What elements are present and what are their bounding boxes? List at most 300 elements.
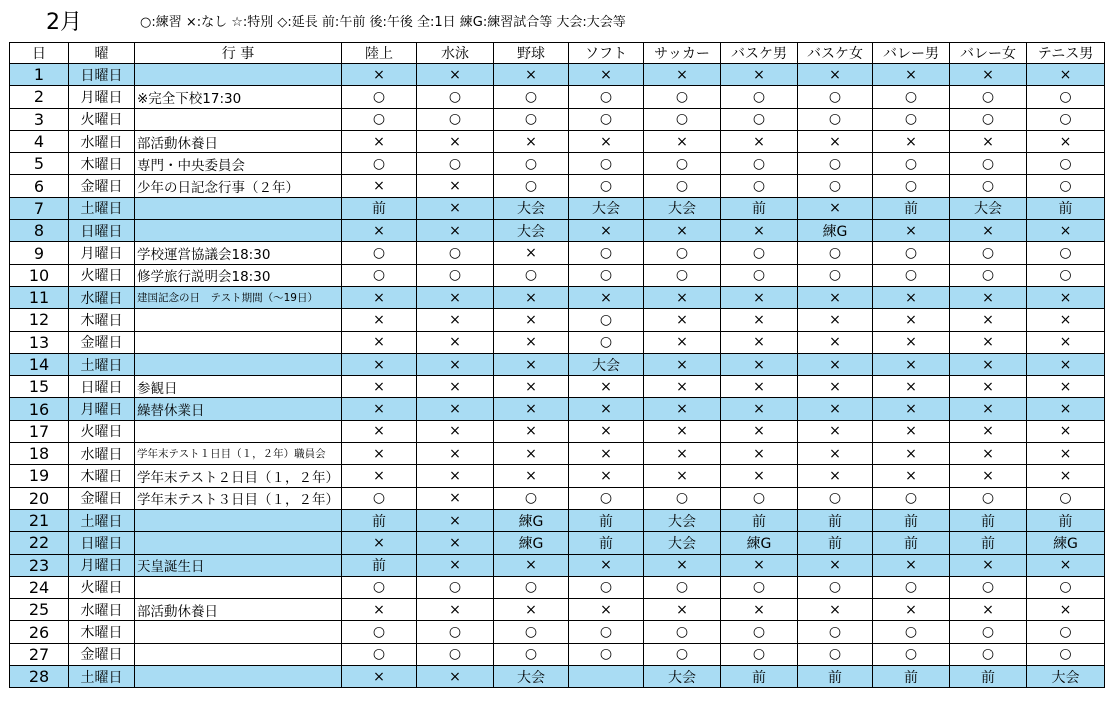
status-cell: × [417,175,494,197]
event-cell: 繰替休業日 [135,398,342,420]
status-cell: 前 [1027,197,1105,219]
status-cell: 前 [342,554,417,576]
event-cell [135,353,342,375]
status-cell: 練G [798,220,873,242]
status-cell: ○ [417,242,494,264]
column-header: 野球 [494,43,569,64]
status-cell: ○ [494,621,569,643]
status-cell: 前 [569,532,644,554]
day-cell: 19 [10,465,69,487]
day-cell: 1 [10,64,69,86]
status-cell: × [721,130,798,152]
day-cell: 15 [10,376,69,398]
status-cell: ○ [721,487,798,509]
status-cell: 大会 [950,197,1027,219]
status-cell: ○ [950,487,1027,509]
table-row [10,86,1105,108]
status-cell: × [342,353,417,375]
status-cell: ○ [644,86,721,108]
day-cell: 11 [10,286,69,308]
status-cell: ○ [798,175,873,197]
status-cell: × [1027,554,1105,576]
status-cell: × [873,353,950,375]
status-cell: ○ [417,576,494,598]
column-header: バレー女 [950,43,1027,64]
status-cell: × [798,554,873,576]
legend: ○:練習 ×:なし ☆:特別 ◇:延長 前:午前 後:午後 全:1日 練G:練習試合等 大会:大会等 [140,15,626,30]
status-cell: × [342,130,417,152]
status-cell: ○ [417,621,494,643]
status-cell: ○ [494,264,569,286]
weekday-cell: 木曜日 [69,621,135,643]
column-header: バスケ男 [721,43,798,64]
status-cell: × [1027,398,1105,420]
table-row [10,532,1105,554]
status-cell: ○ [721,621,798,643]
status-cell: ○ [950,153,1027,175]
status-cell: × [569,286,644,308]
table-row [10,64,1105,86]
event-cell [135,621,342,643]
status-cell: × [569,443,644,465]
status-cell: ○ [1027,86,1105,108]
status-cell: × [873,309,950,331]
status-cell: × [798,331,873,353]
status-cell: × [873,130,950,152]
status-cell: × [1027,376,1105,398]
table-row [10,175,1105,197]
weekday-cell: 日曜日 [69,532,135,554]
status-cell: ○ [798,153,873,175]
status-cell: ○ [569,264,644,286]
status-cell: ○ [494,86,569,108]
status-cell: ○ [644,621,721,643]
status-cell: × [569,420,644,442]
table-row [10,108,1105,130]
weekday-cell: 日曜日 [69,376,135,398]
status-cell: × [417,443,494,465]
status-cell: 前 [950,666,1027,688]
weekday-cell: 木曜日 [69,465,135,487]
status-cell: × [342,220,417,242]
event-cell [135,220,342,242]
status-cell: ○ [950,576,1027,598]
table-row [10,599,1105,621]
status-cell: ○ [1027,576,1105,598]
day-cell: 22 [10,532,69,554]
status-cell: × [950,286,1027,308]
status-cell: ○ [1027,487,1105,509]
status-cell: × [342,599,417,621]
weekday-cell: 月曜日 [69,242,135,264]
status-cell: × [1027,286,1105,308]
status-cell: × [569,64,644,86]
status-cell: × [417,64,494,86]
event-cell [135,532,342,554]
status-cell: ○ [873,153,950,175]
status-cell: × [417,309,494,331]
day-cell: 4 [10,130,69,152]
day-cell: 25 [10,599,69,621]
weekday-cell: 水曜日 [69,599,135,621]
weekday-cell: 水曜日 [69,286,135,308]
status-cell: ○ [1027,264,1105,286]
status-cell: ○ [569,621,644,643]
status-cell: × [721,353,798,375]
event-cell [135,643,342,665]
status-cell: × [873,554,950,576]
status-cell: ○ [494,108,569,130]
status-cell: × [950,220,1027,242]
status-cell: × [873,398,950,420]
day-cell: 21 [10,509,69,531]
status-cell: ○ [644,643,721,665]
status-cell: × [873,286,950,308]
status-cell: 前 [569,509,644,531]
status-cell: ○ [721,153,798,175]
status-cell: ○ [798,576,873,598]
status-cell: × [644,64,721,86]
weekday-cell: 金曜日 [69,487,135,509]
status-cell: × [644,286,721,308]
status-cell: ○ [342,264,417,286]
status-cell: ○ [342,487,417,509]
day-cell: 7 [10,197,69,219]
weekday-cell: 月曜日 [69,398,135,420]
event-cell [135,108,342,130]
table-row [10,242,1105,264]
table-row [10,643,1105,665]
status-cell: ○ [569,242,644,264]
table-row [10,264,1105,286]
status-cell: × [798,398,873,420]
status-cell: ○ [873,264,950,286]
weekday-cell: 金曜日 [69,175,135,197]
status-cell: × [342,64,417,86]
day-cell: 20 [10,487,69,509]
day-cell: 13 [10,331,69,353]
status-cell: 前 [950,509,1027,531]
status-cell: × [417,353,494,375]
status-cell: 前 [798,532,873,554]
status-cell: × [950,130,1027,152]
status-cell: × [721,220,798,242]
status-cell: 前 [721,666,798,688]
status-cell: × [798,465,873,487]
status-cell: × [494,64,569,86]
status-cell: ○ [342,242,417,264]
status-cell: ○ [798,264,873,286]
status-cell: ○ [721,576,798,598]
status-cell: × [1027,309,1105,331]
status-cell: × [417,532,494,554]
event-cell: 学校運営協議会18:30 [135,242,342,264]
status-cell: 前 [873,197,950,219]
column-header: 陸上 [342,43,417,64]
table-row [10,666,1105,688]
status-cell: × [417,420,494,442]
column-header: バスケ女 [798,43,873,64]
status-cell: 前 [873,666,950,688]
status-cell: × [798,353,873,375]
status-cell: 大会 [569,353,644,375]
status-cell: 大会 [494,666,569,688]
status-cell: ○ [342,153,417,175]
event-cell [135,420,342,442]
weekday-cell: 木曜日 [69,153,135,175]
status-cell: 練G [721,532,798,554]
status-cell: × [950,554,1027,576]
status-cell: × [494,465,569,487]
status-cell: ○ [569,331,644,353]
status-cell: × [873,64,950,86]
table-row [10,220,1105,242]
weekday-cell: 水曜日 [69,130,135,152]
status-cell: ○ [873,242,950,264]
status-cell: × [798,376,873,398]
status-cell: ○ [721,175,798,197]
status-cell: × [644,353,721,375]
event-cell: 部活動休養日 [135,130,342,152]
status-cell: 前 [873,532,950,554]
status-cell: ○ [1027,153,1105,175]
status-cell: × [721,554,798,576]
status-cell: × [417,197,494,219]
status-cell: 大会 [644,532,721,554]
event-cell: ※完全下校17:30 [135,86,342,108]
status-cell: 大会 [1027,666,1105,688]
status-cell: × [798,286,873,308]
day-cell: 12 [10,309,69,331]
status-cell: ○ [494,576,569,598]
status-cell: ○ [1027,242,1105,264]
day-cell: 9 [10,242,69,264]
day-cell: 14 [10,353,69,375]
status-cell: 大会 [569,197,644,219]
status-cell: ○ [798,108,873,130]
status-cell: ○ [417,643,494,665]
status-cell: × [721,376,798,398]
column-header: 日 [10,43,69,64]
status-cell: ○ [721,242,798,264]
status-cell: ○ [873,86,950,108]
status-cell: × [1027,353,1105,375]
column-header: ソフト [569,43,644,64]
event-cell: 少年の日記念行事（２年） [135,175,342,197]
status-cell: × [417,554,494,576]
schedule-table [9,42,1105,688]
table-row [10,130,1105,152]
status-cell: × [1027,331,1105,353]
table-row [10,576,1105,598]
status-cell: × [873,599,950,621]
status-cell: × [721,309,798,331]
event-cell [135,331,342,353]
status-cell: × [644,130,721,152]
status-cell: × [798,309,873,331]
event-cell: 学年末テスト３日目（１，２年） [135,487,342,509]
status-cell: ○ [721,108,798,130]
status-cell: × [342,376,417,398]
status-cell: 前 [721,509,798,531]
status-cell: × [494,130,569,152]
status-cell: 前 [950,532,1027,554]
status-cell: ○ [1027,621,1105,643]
status-cell: 練G [1027,532,1105,554]
status-cell: × [644,376,721,398]
status-cell: × [644,398,721,420]
status-cell: × [950,64,1027,86]
status-cell: 前 [798,666,873,688]
status-cell: × [873,220,950,242]
status-cell: ○ [494,175,569,197]
column-header: テニス男 [1027,43,1105,64]
status-cell: × [569,465,644,487]
status-cell: × [569,130,644,152]
status-cell: × [569,376,644,398]
status-cell: × [417,509,494,531]
status-cell: ○ [569,108,644,130]
weekday-cell: 火曜日 [69,264,135,286]
status-cell: × [342,398,417,420]
status-cell: ○ [798,643,873,665]
status-cell: ○ [569,309,644,331]
status-cell: × [494,554,569,576]
status-cell: ○ [342,643,417,665]
status-cell: × [950,398,1027,420]
status-cell: × [417,666,494,688]
header-row [10,43,1105,64]
status-cell: × [342,331,417,353]
weekday-cell: 土曜日 [69,509,135,531]
status-cell: × [494,398,569,420]
table-row [10,509,1105,531]
day-cell: 24 [10,576,69,598]
event-cell [135,509,342,531]
status-cell: ○ [1027,643,1105,665]
status-cell: ○ [798,86,873,108]
status-cell: × [721,465,798,487]
event-cell: 建国記念の日 テスト期間（～19日） [135,286,342,308]
event-cell [135,576,342,598]
table-row [10,376,1105,398]
status-cell: ○ [569,487,644,509]
status-cell: × [494,420,569,442]
status-cell: × [721,420,798,442]
status-cell: × [569,398,644,420]
status-cell: ○ [569,175,644,197]
status-cell: ○ [798,242,873,264]
status-cell: ○ [342,621,417,643]
status-cell: × [798,599,873,621]
status-cell: × [873,465,950,487]
status-cell: × [494,443,569,465]
status-cell: 前 [1027,509,1105,531]
status-cell: 前 [721,197,798,219]
table-row [10,487,1105,509]
event-cell: 修学旅行説明会18:30 [135,264,342,286]
table-row [10,197,1105,219]
day-cell: 18 [10,443,69,465]
page-header [0,0,1111,42]
status-cell: × [569,220,644,242]
status-cell: × [1027,130,1105,152]
status-cell: × [1027,465,1105,487]
column-header: 曜 [69,43,135,64]
status-cell: × [342,175,417,197]
status-cell: × [644,420,721,442]
status-cell: ○ [342,576,417,598]
day-cell: 5 [10,153,69,175]
status-cell: ○ [494,643,569,665]
day-cell: 17 [10,420,69,442]
status-cell: × [342,532,417,554]
status-cell: × [569,599,644,621]
status-cell: × [721,64,798,86]
event-cell [135,666,342,688]
status-cell: ○ [417,86,494,108]
table-row [10,443,1105,465]
status-cell: ○ [873,487,950,509]
weekday-cell: 日曜日 [69,220,135,242]
status-cell: ○ [721,264,798,286]
status-cell: × [873,376,950,398]
status-cell: × [798,64,873,86]
status-cell: ○ [873,576,950,598]
status-cell: × [417,376,494,398]
status-cell: ○ [950,643,1027,665]
table-row [10,554,1105,576]
status-cell: × [417,465,494,487]
status-cell: × [950,465,1027,487]
day-cell: 26 [10,621,69,643]
status-cell: ○ [417,153,494,175]
status-cell: 大会 [644,197,721,219]
status-cell: × [873,443,950,465]
status-cell: × [873,331,950,353]
event-cell: 学年末テスト２日目（１，２年） [135,465,342,487]
weekday-cell: 土曜日 [69,197,135,219]
status-cell: ○ [950,108,1027,130]
table-row [10,153,1105,175]
status-cell: ○ [342,108,417,130]
status-cell: × [950,331,1027,353]
status-cell: 大会 [644,666,721,688]
status-cell: 前 [342,509,417,531]
status-cell: × [494,309,569,331]
status-cell: 前 [342,197,417,219]
status-cell: × [873,420,950,442]
weekday-cell: 金曜日 [69,643,135,665]
weekday-cell: 水曜日 [69,443,135,465]
status-cell: × [417,398,494,420]
weekday-cell: 日曜日 [69,64,135,86]
status-cell: 大会 [644,509,721,531]
event-cell [135,64,342,86]
status-cell: × [494,599,569,621]
status-cell: × [644,465,721,487]
status-cell: × [950,420,1027,442]
status-cell: × [798,130,873,152]
status-cell: ○ [950,264,1027,286]
event-cell: 天皇誕生日 [135,554,342,576]
status-cell: ○ [569,576,644,598]
status-cell: × [417,220,494,242]
table-row [10,465,1105,487]
event-cell: 専門・中央委員会 [135,153,342,175]
status-cell [569,666,644,688]
status-cell: ○ [1027,108,1105,130]
